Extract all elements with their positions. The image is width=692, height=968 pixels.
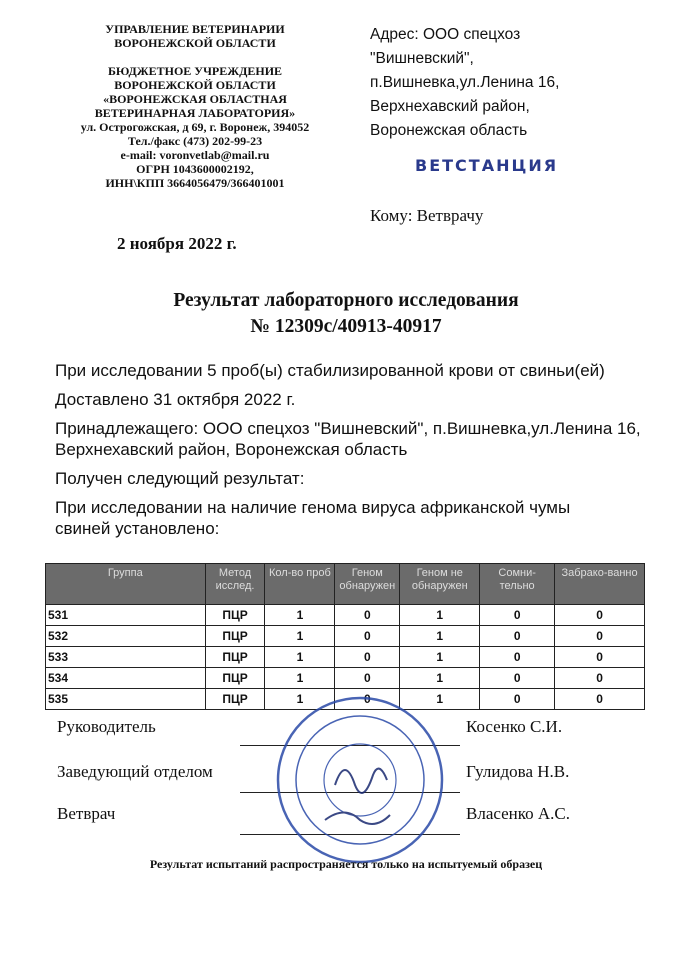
issuer-line: Тел./факс (473) 202-99-23	[127, 134, 263, 148]
table-cell: ПЦР	[205, 605, 265, 626]
table-cell: 1	[400, 668, 480, 689]
document-title	[0, 288, 692, 340]
table-cell: 1	[265, 605, 335, 626]
document-number: № 12309с/40913-40917	[250, 316, 442, 337]
issuer-line: ИНН\КПП 3664056479/366401001	[105, 176, 285, 190]
body-paragraph: При исследовании на наличие генома вируса африканской чумы свиней установлено:	[55, 498, 571, 538]
table-cell: 1	[400, 626, 480, 647]
table-cell: 0	[335, 647, 400, 668]
title-line: Результат лабораторного исследования	[173, 290, 519, 311]
column-header: Забрако-ванно	[555, 564, 645, 605]
table-cell: 0	[480, 605, 555, 626]
table-cell: 0	[335, 689, 400, 710]
issuer-line: e-mail: voronvetlab@mail.ru	[120, 148, 270, 162]
table-cell: 1	[400, 647, 480, 668]
issuer-line: ул. Острогожская, д 69, г. Воронеж, 394052	[80, 120, 310, 134]
table-cell: 535	[46, 689, 206, 710]
table-row	[46, 605, 645, 626]
column-header: Группа	[46, 564, 206, 605]
signature-role: Ветврач	[57, 804, 116, 823]
table-header-row	[46, 564, 645, 605]
table-cell: 0	[555, 689, 645, 710]
issuer-line: ВОРОНЕЖСКОЙ ОБЛАСТИ	[114, 78, 276, 92]
table-cell: 532	[46, 626, 206, 647]
table-cell: 0	[555, 668, 645, 689]
table-cell: 0	[480, 689, 555, 710]
table-cell: 0	[555, 647, 645, 668]
issuer-line: УПРАВЛЕНИЕ ВЕТЕРИНАРИИ	[105, 22, 285, 36]
address-line: п.Вишневка,ул.Ленина 16,	[370, 74, 560, 91]
footer-note: Результат испытаний распространяется только на испытуемый образец	[149, 857, 543, 871]
table-cell: 0	[555, 605, 645, 626]
table-row	[46, 647, 645, 668]
column-header: Метод исслед.	[205, 564, 265, 605]
table-cell: 1	[400, 689, 480, 710]
issuer-line: ОГРН 1043600002192,	[136, 162, 254, 176]
issuer-line: «ВОРОНЕЖСКАЯ ОБЛАСТНАЯ	[103, 92, 287, 106]
body-paragraph: Принадлежащего: ООО спецхоз "Вишневский", п.Вишневка,ул.Ленина 16, Верхнехавский район, Воронежская область	[55, 419, 641, 459]
table-cell: 0	[335, 668, 400, 689]
signature-name: Косенко С.И.	[466, 717, 563, 736]
table-cell: ПЦР	[205, 647, 265, 668]
address-line: Адрес: ООО спецхоз	[370, 26, 521, 43]
document-body	[55, 360, 655, 547]
issuer-line: БЮДЖЕТНОЕ УЧРЕЖДЕНИЕ	[107, 64, 283, 78]
table-row	[46, 668, 645, 689]
table-cell: 0	[480, 626, 555, 647]
table-cell: 533	[46, 647, 206, 668]
results-table	[45, 563, 645, 710]
table-cell: 0	[335, 626, 400, 647]
signature-name: Гулидова Н.В.	[466, 762, 570, 781]
table-cell: 0	[480, 647, 555, 668]
column-header: Сомни-тельно	[480, 564, 555, 605]
signature-role: Заведующий отделом	[57, 762, 213, 781]
vetstation-stamp: ВЕТСТАНЦИЯ	[415, 156, 559, 175]
table-cell: 1	[400, 605, 480, 626]
address-line: Воронежская область	[370, 122, 528, 139]
signature-name: Власенко А.С.	[466, 804, 571, 823]
table-cell: ПЦР	[205, 626, 265, 647]
table-cell: 0	[555, 626, 645, 647]
signature-scribble	[335, 769, 387, 793]
document-date: 2 ноября 2022 г.	[117, 234, 237, 253]
table-cell: 1	[265, 689, 335, 710]
table-cell: 0	[480, 668, 555, 689]
body-paragraph: При исследовании 5 проб(ы) стабилизированной крови от свиньи(ей)	[55, 361, 605, 380]
table-cell: 1	[265, 626, 335, 647]
signature-role: Руководитель	[57, 717, 156, 736]
table-cell: 534	[46, 668, 206, 689]
issuer-header	[60, 22, 330, 190]
recipient: Кому: Ветврачу	[370, 206, 484, 225]
table-cell: 0	[335, 605, 400, 626]
column-header: Геном обнаружен	[335, 564, 400, 605]
recipient-address	[370, 23, 559, 143]
table-cell: ПЦР	[205, 668, 265, 689]
body-paragraph: Доставлено 31 октября 2022 г.	[55, 390, 296, 409]
address-line: "Вишневский",	[370, 50, 474, 67]
column-header: Кол-во проб	[265, 564, 335, 605]
signature-scribble	[325, 813, 390, 825]
issuer-line: ВОРОНЕЖСКОЙ ОБЛАСТИ	[114, 36, 276, 50]
table-cell: 1	[265, 647, 335, 668]
body-paragraph: Получен следующий результат:	[55, 469, 305, 488]
address-line: Верхнехавский район,	[370, 98, 530, 115]
table-cell: ПЦР	[205, 689, 265, 710]
table-row	[46, 626, 645, 647]
official-seal	[265, 690, 455, 870]
table-cell: 531	[46, 605, 206, 626]
table-cell: 1	[265, 668, 335, 689]
issuer-line: ВЕТЕРИНАРНАЯ ЛАБОРАТОРИЯ»	[94, 106, 296, 120]
column-header: Геном не обнаружен	[400, 564, 480, 605]
